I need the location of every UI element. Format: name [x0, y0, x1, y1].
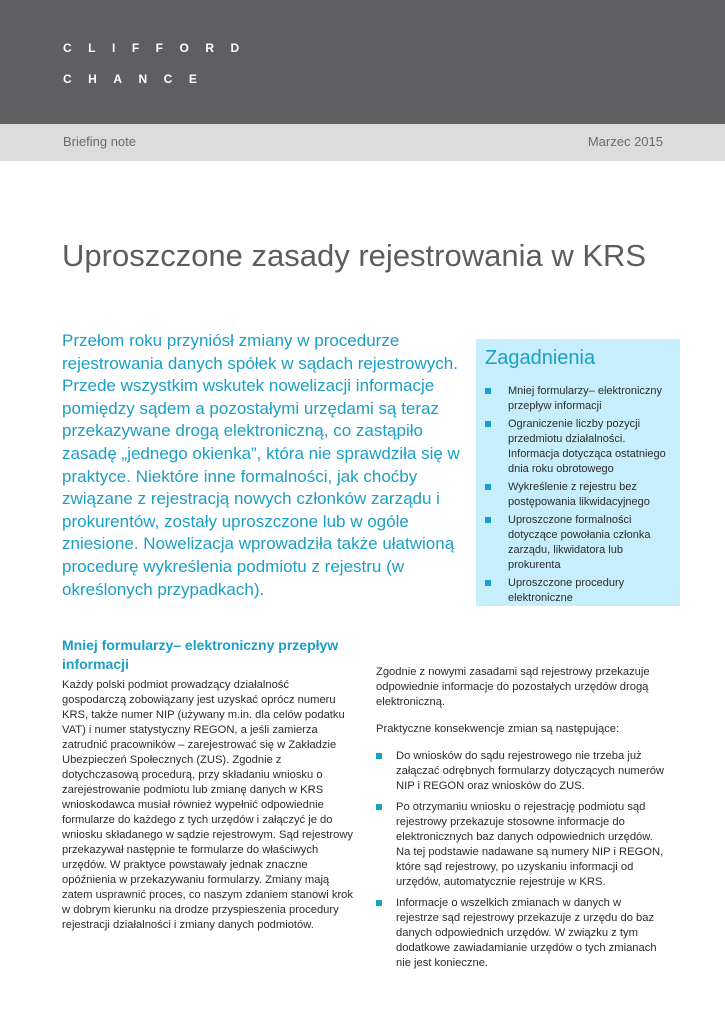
- square-bullet-icon: [485, 484, 491, 490]
- header-bar: [0, 0, 725, 124]
- topics-list: [485, 384, 675, 609]
- list-item: Do wniosków do sądu rejestrowego nie trzeba już załączać odrębnych formularzy dotyczących numerów NIP i REGON oraz wniosków do ZUS.: [376, 749, 666, 794]
- document-date: Marzec 2015: [587, 134, 663, 149]
- square-bullet-icon: [485, 517, 491, 523]
- square-bullet-icon: [485, 580, 491, 586]
- section-heading: Mniej formularzy– elektroniczny przepływ informacji: [62, 637, 339, 672]
- right-lead-text: Praktyczne konsekwencje zmian są następujące:: [376, 723, 620, 735]
- logo-line-1: CLIFFORD: [63, 41, 256, 55]
- list-item: Uproszczone formalności dotyczące powołania członka zarządu, likwidatora lub prokurenta: [485, 513, 675, 573]
- square-bullet-icon: [485, 421, 491, 427]
- square-bullet-icon: [485, 388, 491, 394]
- document-type: Briefing note: [63, 134, 136, 149]
- list-item: Informacje o wszelkich zmianach w danych w rejestrze sąd rejestrowy przekazuje z urzędu do baz danych odpowiednich urzędów. W związku z tym dodatkowe zawiadamianie urzędów o tych zmianach nie jest konieczne.: [376, 896, 666, 971]
- square-bullet-icon: [376, 753, 382, 759]
- list-item: Ograniczenie liczby pozycji przedmiotu działalności. Informacja dotycząca ostatniego dnia roku obrotowego: [485, 417, 675, 477]
- list-item: Po otrzymaniu wniosku o rejestrację podmiotu sąd rejestrowy przekazuje stosowne informacje do elektronicznych baz danych odpowiednich urzędów. Na tej podstawie nadawane są numery NIP i REGON, które sąd rejestrowy, po uzyskaniu informacji od urzędów, automatycznie rejestruje w KRS.: [376, 800, 666, 890]
- right-column: [376, 665, 666, 977]
- page-title: Uproszczone zasady rejestrowania w KRS: [62, 238, 647, 273]
- square-bullet-icon: [376, 804, 382, 810]
- subheader-bar: [0, 124, 725, 161]
- list-item: Uproszczone procedury elektroniczne: [485, 576, 675, 606]
- logo-line-2: CHANCE: [63, 72, 214, 86]
- list-item: Wykreślenie z rejestru bez postępowania likwidacyjnego: [485, 480, 675, 510]
- list-item: Mniej formularzy– elektroniczny przepływ informacji: [485, 384, 675, 414]
- lead-paragraph: Przełom roku przyniósł zmiany w procedurze rejestrowania danych spółek w sądach rejestrowych. Przede wszystkim wskutek nowelizacji informacje pomiędzy sądem a pozostałymi urzędami są teraz przekazywane drogą elektroniczną, co zastąpiło zasadę „jednego okienka”, która nie sprawdziła się w praktyce. Niektóre inne formalności, jak choćby związane z rejestracją nowych członków zarządu i prokurentów, zostały uproszczone lub w ogóle zniesione. Nowelizacja wprowadziła także ułatwioną procedurę wykreślenia podmiotu z rejestru (w określonych przypadkach).: [62, 331, 460, 599]
- left-column-text: Każdy polski podmiot prowadzący działalność gospodarczą zobowiązany jest uzyskać oprócz numeru KRS, także numer NIP (używany m.in. dla celów podatku VAT) i numer statystyczny REGON, a jeśli zamierza zatrudnić pracowników – zarejestrować się w Zakładzie Ubezpieczeń Społecznych (ZUS). Zgodnie z dotychczasową procedurą, przy składaniu wniosku o zarejestrowanie podmiotu lub zmianę danych w KRS wnioskodawca musiał również wypełnić odpowiednie formularze do każdego z tych urzędów i załączyć je do wniosku składanego w sądzie rejestrowym. Sąd rejestrowy przekazywał następnie te formularze do właściwych urzędów. W praktyce powstawały jednak znaczne opóźnienia w przekazywaniu formularzy. Zmiany mają zatem usprawnić proces, co naszym zdaniem stanowi krok w dobrym kierunku na drodze przyspieszenia procedury rejestracji działalności i zmiany danych podmiotów.: [62, 679, 354, 931]
- right-intro-text: Zgodnie z nowymi zasadami sąd rejestrowy przekazuje odpowiednie informacje do pozostałych urzędów drogą elektroniczną.: [376, 666, 650, 708]
- square-bullet-icon: [376, 900, 382, 906]
- topics-box: [476, 339, 680, 606]
- topics-heading: Zagadnienia: [485, 347, 596, 369]
- consequences-list: [376, 749, 666, 971]
